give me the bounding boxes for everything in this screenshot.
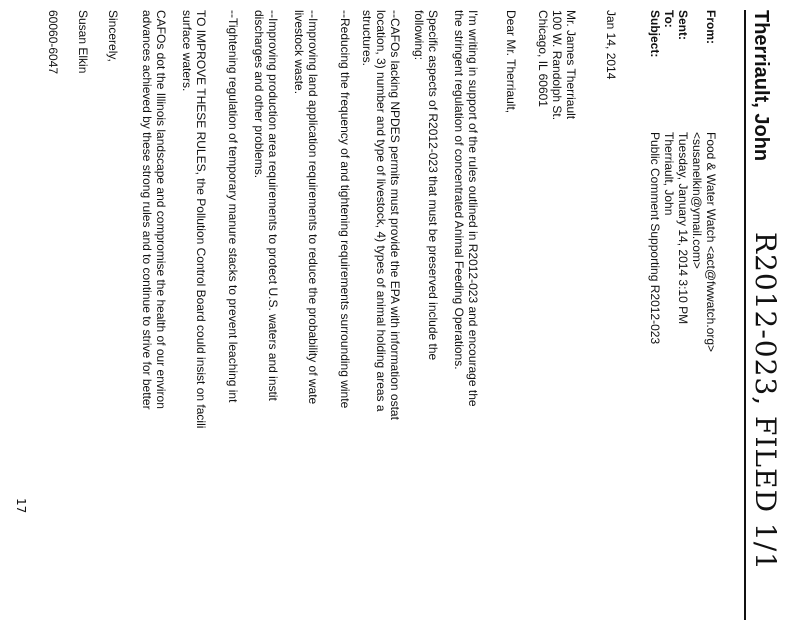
list-item	[292, 10, 320, 404]
salutation: Dear Mr. Therriault,	[504, 10, 518, 114]
to-label: To:	[662, 10, 676, 28]
sent-value: Tuesday, January 14, 2014 3:10 PM	[676, 132, 690, 325]
paragraph-line: CAFOs dot the Illinois landscape and compromise the health of our environ	[154, 10, 168, 409]
subject-value: Public Comment Supporting R2012-023	[648, 132, 662, 345]
paragraph-line: --Reducing the frequency of and tightening requirements surrounding winte	[338, 10, 352, 409]
signer-name: Susan Elkin	[76, 10, 90, 74]
paragraph	[140, 10, 168, 410]
paragraph-line: the stringent regulation of concentrated Animal Feeding Operations.	[452, 10, 466, 370]
subject-label: Subject:	[648, 10, 662, 58]
recipient-name-heading: Therriault, John	[750, 10, 772, 162]
paragraph-line: --Improving production area requirements to protect U.S. waters and instit	[266, 10, 280, 401]
paragraph-line: following:	[412, 10, 426, 61]
closing: Sincerely,	[106, 10, 120, 62]
signer-zip: 60060-6047	[46, 10, 60, 75]
address-line: Chicago, IL 60601	[536, 10, 550, 107]
paragraph-line: location, 3) number and type of livestock, 4) types of animal holding areas a	[374, 10, 388, 412]
paragraph-line: discharges and other problems.	[252, 10, 266, 179]
sent-label: Sent:	[676, 10, 690, 40]
header-rule	[744, 10, 746, 620]
paragraph-line: --Improving land application requirements to reduce the probability of wate	[306, 10, 320, 405]
paragraph	[180, 10, 208, 428]
to-value: Therriault, John	[662, 132, 676, 216]
paragraph-line: structures.	[360, 10, 374, 67]
paragraph	[452, 10, 480, 407]
paragraph-line: surface waters.	[180, 10, 194, 92]
list-item	[338, 10, 352, 408]
address-line: 100 W. Randolph St.	[550, 10, 564, 121]
paragraph-line: --Tightening regulation of temporary manure stacks to prevent leaching int	[226, 10, 240, 403]
from-label: From:	[704, 10, 718, 44]
paragraph-line: --CAFOs lacking NPDES permits must provide the EPA with information ostat	[388, 10, 402, 420]
paragraph-line: livestock waste.	[292, 10, 306, 95]
page-number: 17	[14, 498, 28, 514]
list-item	[226, 10, 240, 402]
from-value-email: <susanelkin@ymail.com>	[690, 132, 704, 269]
paragraph-line: I'm writing in support of the rules outlined in R2012-023 and encourage the	[466, 10, 480, 407]
letter-date: Jan 14, 2014	[604, 10, 618, 80]
list-item	[360, 10, 402, 420]
paragraph-line: advances achieved by these strong rules and to continue to strive for better	[140, 10, 154, 410]
from-value: Food & Water Watch <act@fwwatch.org>	[704, 132, 718, 353]
paragraph	[412, 10, 440, 360]
filing-stamp: R2012-023, FILED 1/1	[749, 232, 782, 571]
paragraph-line: TO IMPROVE THESE RULES, the Pollution Control Board could insist on facili	[194, 10, 208, 429]
recipient-address	[536, 10, 578, 120]
address-line: Mr. James Therriault	[564, 10, 578, 120]
paragraph-line: Specific aspects of R2012-023 that must be preserved include the	[426, 10, 440, 361]
list-item	[252, 10, 280, 401]
